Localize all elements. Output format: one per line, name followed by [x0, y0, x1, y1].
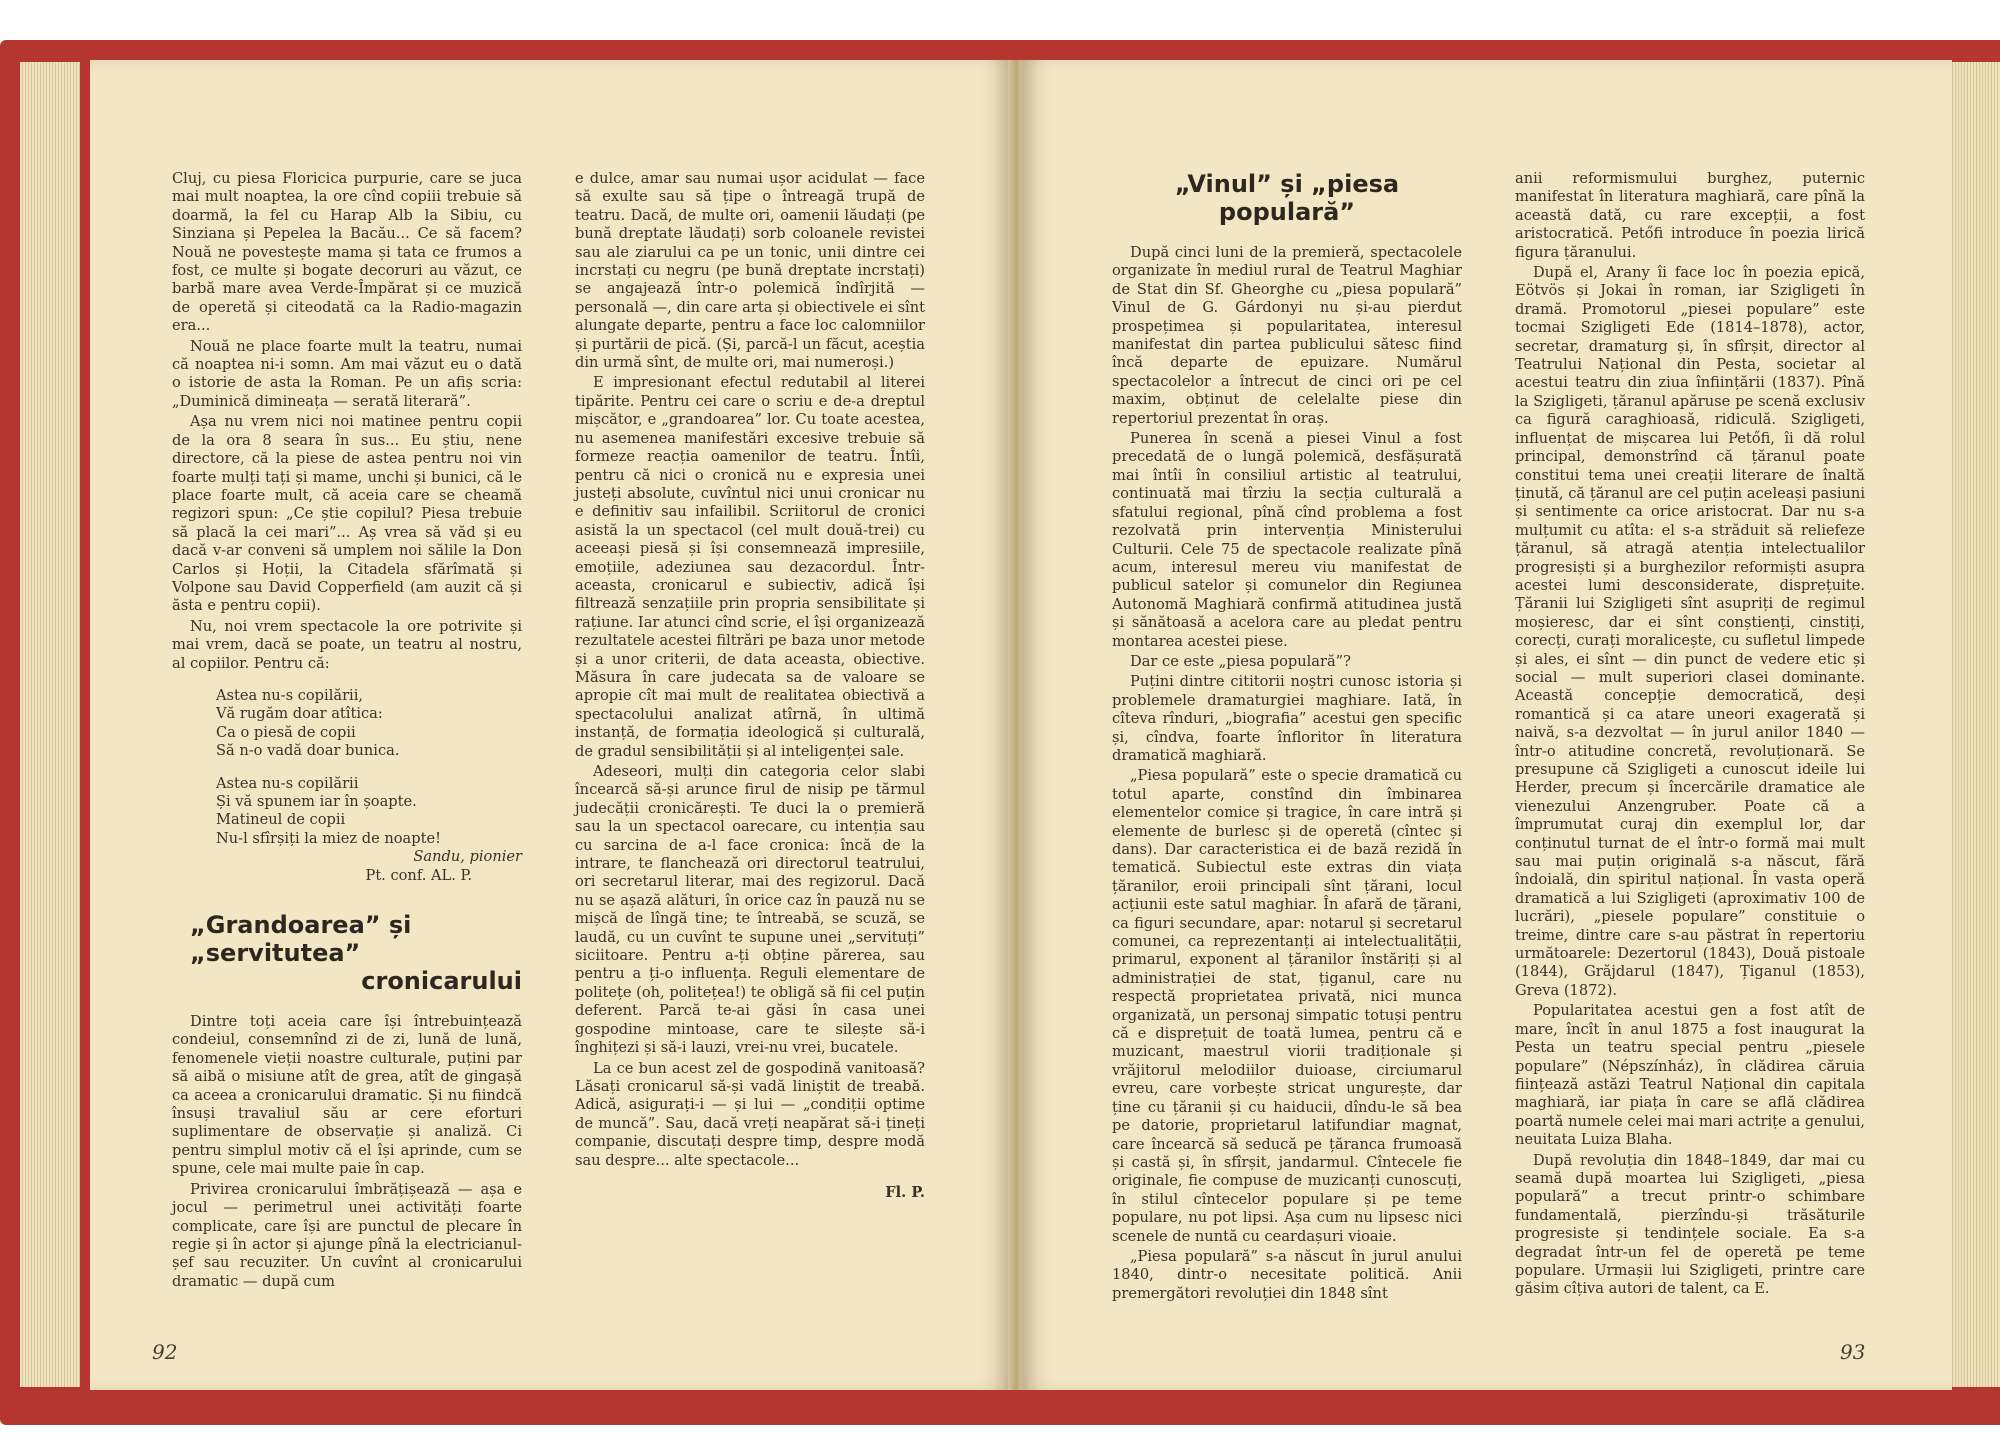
right-page: [1022, 60, 1952, 1390]
paragraph: După el, Arany îi face loc în poezia epică, Eötvös și Jokai în roman, iar Szigligeti în dramă. Promotorul „piesei populare” este tocmai Szigligeti Ede (1814–1878), actor, secretar, dramaturg și, în sfîrșit, director al Teatrului Național din Pesta, societar al acestui teatru din ziua înființării (1837). Pînă la Szigligeti, țăranul apăruse pe scenă exclusiv ca figură caraghioasă, ridiculă. Szigligeti, influențat de mișcarea lui Petőfi, îi dă rolul principal, demonstrînd că țăranul poate constitui tema unei creații literare de înaltă ținută, că țăranul are cel puțin aceleași pasiuni și sentimente ca orice aristocrat. Dar nu s-a mulțumit cu atîta: el s-a străduit să reliefeze țăranul, să atragă atenția intelectualilor progresiști și a burghezilor reformiști asupra acestei lumi desconsiderate, disprețuite. Țăranii lui Szigligeti sînt asupriți de regimul moșieresc, dar ei sînt conștienți, cinstiți, corecți, curați moralicește, cu sufletul limpede și ales, ei sînt — din punct de vedere etic și social — mult superiori clasei dominante. Această concepție democratică, deși romantică și ca atare uneori exagerată și naivă, s-a dezvoltat — în jurul anilor 1840 — într-o atitudine concretă, revoluționară. Se presupune că Szigligeti a cunoscut ideile lui Herder, precum și încercările dramatice ale vienezului Anzengruber. Poate că a împrumutat curaj din exemplul lor, dar conținutul turnat de el într-o formă mai mult sau mai puțin originală s-a născut, fără îndoială, din spiritul național. În vasta operă dramatică a lui Szigligeti (aproximativ 100 de lucrări), „piesele populare” constituie o treime, dintre care s-au păstrat în repertoriu următoarele: Dezertorul (1843), Două pistoale (1844), Grăjdarul (1847), Țiganul (1853), Greva (1872).: [1515, 264, 1865, 999]
article-heading: [172, 911, 522, 995]
paragraph: Nouă ne place foarte mult la teatru, numai că noaptea ni-i somn. Am mai văzut eu o dată o istorie de asta la Roman. Pe un afiș scria: „Duminică dimineața — serată literară”.: [172, 337, 522, 410]
paragraph: „Piesa populară” este o specie dramatică cu totul aparte, constînd din îmbinarea elementelor comice și tragice, în care intră și elemente de burlesc și de operetă (cîntec și dans). Dar caracteristica ei de bază rezidă în tematică. Subiectul este extras din viața țăranilor, eroii principali sînt țărani, locul acțiunii este satul maghiar. În afară de țărani, ca figuri secundare, apar: notarul și secretarul comunei, ca reprezentanți ai intelectualității, primarul, exponent al țăranilor înstăriți și al administrației de stat, țiganul, care nu respectă proprietatea privată, nici munca organizată, un personaj simpatic totuși pentru că e disprețuit de toată lumea, pentru că e muzicant, maestrul viorii tradiționale și vrăjitorul melodiilor duioase, circiumarul evreu, care vorbește stricat ungurește, dar ține cu țăranii și cu haiducii, dîndu-le să bea pe datorie, proprietarul latifundiar magnat, care încearcă să seducă pe țăranca frumoasă și castă și, în sfîrșit, jandarmul. Cîntecele fie originale, fie compuse de muzicanți cunoscuți, în stilul cîntecelor populare și pe teme populare, nu pot lipsi. Așa cum nu lipsesc nici scenele de nuntă cu ceardașuri vioaie.: [1112, 767, 1462, 1245]
paragraph: Așa nu vrem nici noi matinee pentru copii de la ora 8 seara în sus... Eu știu, nene directore, că la piese de astea pentru noi vin foarte mulți tați și mame, unchi și bunici, că le place foarte mult, că aceia care se cheamă regizori spun: „Ce știe copilul? Piesa trebuie să placă la cei mari”... Aș vrea să văd și eu dacă v-ar conveni să umplem noi sălile la Don Carlos și Hoții, la Citadela sfărîmată și Volpone sau David Copperfield (am auzit că și ăsta e pentru copii).: [172, 413, 522, 615]
page-number-right: 93: [1840, 1340, 1866, 1364]
poem-line: Astea nu-s copilării: [216, 774, 359, 792]
paragraph: Privirea cronicarului îmbrățișează — așa e jocul — perimetrul unei activități foarte complicate, care își are punctul de plecare în regie și în actor și ajunge pînă la electricianul-șef sau recuziter. Un cuvînt al cronicarului dramatic — după cum: [172, 1180, 522, 1290]
heading-line-2: cronicarului: [361, 967, 522, 996]
left-page-column-2: [575, 170, 925, 1202]
paragraph: Cluj, cu piesa Floricica purpurie, care se juca mai mult noaptea, la ore cînd copiii trebuie să doarmă, la fel cu Harap Alb la Sibiu, cu Sinziana și Pepelea la Bacău... Ce să facem? Nouă ne povestește mama și tata ce frumos a fost, ce multe și bogate decoruri au văzut, ce barbă mare avea Verde-Împărat și ce muzică de operetă și citeodată ca la Radio-magazin era...: [172, 170, 522, 335]
article-heading: „Vinul” și „piesa populară”: [1174, 170, 1400, 226]
paragraph: Puțini dintre cititorii noștri cunosc istoria și problemele dramaturgiei maghiare. Iată, în cîteva rînduri, „biografia” acestui gen specific și, cîndva, foarte înfloritor în literatura dramatică maghiară.: [1112, 673, 1462, 764]
signature: Sandu, pionier: [413, 848, 522, 866]
paragraph: Adeseori, mulți din categoria celor slabi încearcă să-și arunce firul de nisip pe tărmul judecății cronicărești. Te duci la o premieră sau la un spectacol oarecare, cu intenția sau cu sarcina de a-l face cronica: încă de la intrare, te flanchează ori directorul teatrului, ori secretarul literar, mai des regizorul. Dacă nu se așază alături, în orice caz în pauză nu se mișcă de lîngă tine; te întreabă, se scuză, se laudă, cu un cuvînt te supune unei „servituți” siciitoare. Pentru a-ți obține părerea, sau pentru a ți-o influența. Reguli elementare de politețe (oh, politețea!) te obligă să fii cel puțin deferent. Parcă te-ai găsi în casa unei gospodine mintoase, care te silește să-i înghițezi și să-i lauzi, vrei-nu vrei, bucatele.: [575, 763, 925, 1057]
page-number-left: 92: [152, 1340, 178, 1364]
page-edges-right: [1950, 62, 2000, 1387]
paragraph: Popularitatea acestui gen a fost atît de mare, încît în anul 1875 a fost inaugurat la Pesta un teatru special pentru „piesele populare” (Népszínház), în clădirea căruia ființează astăzi Teatrul Național din capitala maghiară, iar piața în care se află clădirea poartă numele celei mai mari actrițe a genului, neuitata Luiza Blaha.: [1515, 1002, 1865, 1149]
page-edges-left: [20, 62, 80, 1387]
poem-line: Să n-o vadă doar bunica.: [216, 742, 400, 760]
poem-stanza-1: [216, 687, 522, 761]
paragraph: e dulce, amar sau numai ușor acidulat — face să exulte sau să țipe o întreagă trupă de teatru. Dacă, de multe ori, oamenii lăudați (pe bună dreptate lăudați) sorb coloanele revistei sau ale ziarului ca pe un tonic, unii dintre cei incrstați cu negru (pe bună dreptate incrstați) se angajează într-o polemică îndîrjită — personală —, din care arta și obiectivele ei sînt alungate departe, pentru a face loc calomniilor și purtării de pică. (Și, parcă-l un făcut, aceștia din urmă sînt, de multe ori, mai numeroși.): [575, 170, 925, 372]
paragraph: Dar ce este „piesa populară”?: [1130, 652, 1351, 670]
paragraph: La ce bun acest zel de gospodină vanitoasă? Lăsați cronicarul să-și vadă liniștit de treabă. Adică, asigurați-i — și lui — „condiții optime de muncă”. Sau, dacă vreți neapărat să-i țineți companie, discutați despre timp, despre modă sau despre... alte spectacole...: [575, 1059, 925, 1169]
poem-stanza-2: [216, 775, 522, 849]
right-page-column-1: [1112, 170, 1462, 1305]
paragraph: Dintre toți aceia care își întrebuințează condeiul, consemnînd zi de zi, lună de lună, fenomenele vieții noastre culturale, puțini par să aibă o misiune atît de grea, atît de gingașă ca aceea a cronicarului dramatic. Și nu fiindcă însuși travaliul său ar cere eforturi suplimentare de observație și analiză. Ci pentru simplul motiv că el își aprinde, cum se spune, cele mai multe paie în cap.: [172, 1013, 522, 1178]
paragraph: „Piesa populară” s-a născut în jurul anului 1840, dintr-o necesitate politică. Anii premergători revoluției din 1848 sînt: [1112, 1247, 1462, 1302]
signature-conformity: Pt. conf. AL. P.: [365, 866, 472, 884]
heading-line-1: „Grandoarea” și „servitutea”: [190, 911, 412, 968]
paragraph: După revoluția din 1848–1849, dar mai cu seamă după moartea lui Szigligeti, „piesa populară” a trecut printr-o schimbare fundamentală, pierzîndu-și trăsăturile progresiste și tendințele sociale. Ea s-a degradat într-un fel de operetă pe teme populare. Urmașii lui Szigligeti, printre care găsim cîțiva autori de talent, ca E.: [1515, 1151, 1865, 1298]
poem-line: Ca o piesă de copii: [216, 723, 356, 741]
poem-line: Vă rugăm doar atîtica:: [216, 705, 383, 723]
left-page: [90, 60, 1010, 1390]
paragraph: E impresionant efectul redutabil al literei tipărite. Pentru cei care o scriu e de-a dreptul mișcător, e „grandoarea” lor. Cu toate acestea, nu asemenea manifestări excesive trebuie să formeze reacția oamenilor de teatru. Întîi, pentru că nici o cronică nu e expresia unei justeți absolute, cuvîntul nici unui cronicar nu e definitiv sau infailibil. Scriitorul de cronici asistă la un spectacol (cel mult două-trei) cu aceeași piesă și își consemnează impresiile, emoțiile, adeziunea sau dezacordul. Într-aceasta, cronicarul e subiectiv, adică își filtrează senzațiile prin propria sensibilitate și rațiune. Iar atunci cînd scrie, el își organizează rezultatele acestei filtrări pe baza unor metode și a unor criterii, de data aceasta, obiective. Măsura în care judecata sa de valoare se apropie cît mai mult de realitatea obiectivă a spectacolului analizat atîrnă, în ultimă instanță, de formația ideologică și culturală, de gradul sensibilității și al inteligenței sale.: [575, 374, 925, 760]
poem-line: Matineul de copii: [216, 811, 346, 829]
right-page-column-2: [1515, 170, 1865, 1301]
poem-line: Nu-l sfîrșiți la miez de noapte!: [216, 829, 441, 847]
paragraph: Punerea în scenă a piesei Vinul a fost precedată de o lungă polemică, desfășurată mai întîi în consiliul artistic al teatrului, continuată mai tîrziu la secția culturală a sfatului regional, pînă cînd problema a fost rezolvată prin intervenția Ministerului Culturii. Cele 75 de spectacole realizate pînă acum, interesul mereu viu manifestat de publicul satelor și comunelor din Regiunea Autonomă Maghiară confirmă atitudinea justă și sănătoasă a acelora care au pledat pentru montarea acestei piese.: [1112, 430, 1462, 650]
poem-line: Și vă spunem iar în șoapte.: [216, 793, 417, 810]
left-page-column-1: [172, 170, 522, 1293]
paragraph: După cinci luni de la premieră, spectacolele organizate în mediul rural de Teatrul Maghiar de Stat din Sf. Gheorghe cu „piesa populară” Vinul de G. Gárdonyi nu și-au pierdut prospețimea și popularitatea, interesul manifestat din partea publicului sătesc fiind încă departe de epuizare. Numărul spectacolelor a întrecut de cinci ori pe cel maxim, obținut de celelalte piese din repertoriul prezentat în oraș.: [1112, 244, 1462, 427]
poem: [216, 687, 522, 848]
poem-line: Astea nu-s copilării,: [216, 686, 364, 704]
paragraph: Nu, noi vrem spectacole la ore potrivite și mai vrem, dacă se poate, un teatru al nostru, al copiilor. Pentru că:: [172, 617, 522, 672]
article-author: Fl. P.: [885, 1183, 925, 1201]
paragraph: anii reformismului burghez, puternic manifestat în literatura maghiară, care pînă la această dată, cu rare excepții, a fost aristocratică. Petőfi introduce în poezia lirică figura țăranului.: [1515, 170, 1865, 261]
